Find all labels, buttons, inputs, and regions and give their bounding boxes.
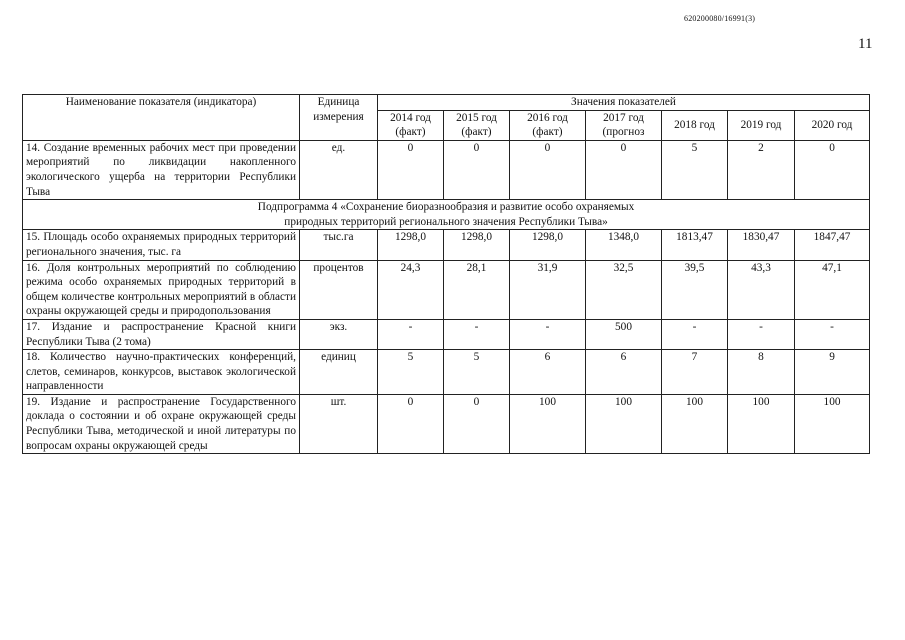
- indicator-unit: экз.: [300, 319, 378, 349]
- value-2016: 1298,0: [510, 230, 586, 260]
- value-2015: 0: [444, 394, 510, 453]
- year-header-2019: 2019 год: [728, 110, 795, 140]
- table-row: [23, 230, 870, 260]
- value-2014: 24,3: [378, 260, 444, 319]
- value-2019: -: [728, 319, 795, 349]
- value-2020: -: [795, 319, 870, 349]
- header-row: [23, 95, 870, 111]
- year-note: (прогноз: [602, 126, 645, 139]
- value-2020: 100: [795, 394, 870, 453]
- indicator-unit: ед.: [300, 140, 378, 199]
- year-label: 2016 год: [527, 111, 568, 124]
- col-header-values: Значения показателей: [378, 95, 870, 111]
- value-2020: 1847,47: [795, 230, 870, 260]
- value-2019: 8: [728, 350, 795, 395]
- indicator-unit: шт.: [300, 394, 378, 453]
- value-2018: 5: [662, 140, 728, 199]
- year-label: 2015 год: [456, 111, 497, 124]
- value-2017: 500: [586, 319, 662, 349]
- indicator-name: 14. Создание временных рабочих мест при проведении мероприятий по ликвидации накопленного экологического ущерба на территории Республики Тыва: [23, 140, 300, 199]
- value-2018: 7: [662, 350, 728, 395]
- year-header-2014: [378, 110, 444, 140]
- col-header-unit: [300, 95, 378, 141]
- value-2014: -: [378, 319, 444, 349]
- indicator-unit: тыс.га: [300, 230, 378, 260]
- subprogram-title: [23, 200, 870, 230]
- subprogram-row: [23, 200, 870, 230]
- document-code: 620200080/16991(3): [684, 14, 756, 23]
- value-2018: 39,5: [662, 260, 728, 319]
- value-2019: 43,3: [728, 260, 795, 319]
- indicator-name: 19. Издание и распространение Государственного доклада о состоянии и об охране окружающей среды Республики Тыва, методической и иной литературы по вопросам охраны окружающей среды: [23, 394, 300, 453]
- page-number: 11: [858, 36, 873, 52]
- value-2015: 0: [444, 140, 510, 199]
- value-2016: 6: [510, 350, 586, 395]
- value-2015: -: [444, 319, 510, 349]
- value-2016: 31,9: [510, 260, 586, 319]
- indicator-name: 17. Издание и распространение Красной книги Республики Тыва (2 тома): [23, 319, 300, 349]
- table-row: [23, 140, 870, 199]
- value-2017: 1348,0: [586, 230, 662, 260]
- col-header-unit-line1: Единица: [317, 96, 360, 108]
- value-2015: 5: [444, 350, 510, 395]
- value-2016: -: [510, 319, 586, 349]
- year-header-2018: 2018 год: [662, 110, 728, 140]
- value-2019: 1830,47: [728, 230, 795, 260]
- year-label: 2014 год: [390, 111, 431, 124]
- value-2017: 100: [586, 394, 662, 453]
- table-row: [23, 350, 870, 395]
- subprogram-title-line2: природных территорий регионального значения Республики Тыва»: [284, 215, 608, 228]
- value-2018: 1813,47: [662, 230, 728, 260]
- year-note: (факт): [532, 126, 563, 139]
- year-label: 2017 год: [603, 111, 644, 124]
- value-2016: 100: [510, 394, 586, 453]
- table-row: [23, 260, 870, 319]
- table-row: [23, 319, 870, 349]
- value-2015: 28,1: [444, 260, 510, 319]
- value-2020: 9: [795, 350, 870, 395]
- year-header-2020: 2020 год: [795, 110, 870, 140]
- value-2017: 32,5: [586, 260, 662, 319]
- value-2014: 1298,0: [378, 230, 444, 260]
- indicator-name: 18. Количество научно-практических конференций, слетов, семинаров, конкурсов, выставок экологической направленности: [23, 350, 300, 395]
- indicators-table: [22, 94, 870, 454]
- value-2019: 100: [728, 394, 795, 453]
- value-2020: 47,1: [795, 260, 870, 319]
- value-2018: 100: [662, 394, 728, 453]
- col-header-name: Наименование показателя (индикатора): [23, 95, 300, 141]
- value-2018: -: [662, 319, 728, 349]
- value-2017: 6: [586, 350, 662, 395]
- value-2014: 0: [378, 394, 444, 453]
- value-2014: 0: [378, 140, 444, 199]
- value-2015: 1298,0: [444, 230, 510, 260]
- subprogram-title-line1: Подпрограмма 4 «Сохранение биоразнообразия и развитие особо охраняемых: [257, 201, 635, 214]
- indicator-name: 16. Доля контрольных мероприятий по соблюдению режима особо охраняемых природных территорий в общем количестве контрольных мероприятий в области охраны окружающей среды и природопользования: [23, 260, 300, 319]
- indicator-name: 15. Площадь особо охраняемых природных территорий регионального значения, тыс. га: [23, 230, 300, 260]
- indicator-unit: процентов: [300, 260, 378, 319]
- value-2017: 0: [586, 140, 662, 199]
- year-header-2015: [444, 110, 510, 140]
- value-2020: 0: [795, 140, 870, 199]
- table-row: [23, 394, 870, 453]
- value-2014: 5: [378, 350, 444, 395]
- year-note: (факт): [395, 126, 426, 139]
- year-header-2016: [510, 110, 586, 140]
- value-2019: 2: [728, 140, 795, 199]
- year-header-2017: [586, 110, 662, 140]
- value-2016: 0: [510, 140, 586, 199]
- col-header-unit-line2: измерения: [313, 110, 364, 123]
- year-note: (факт): [461, 126, 492, 139]
- indicator-unit: единиц: [300, 350, 378, 395]
